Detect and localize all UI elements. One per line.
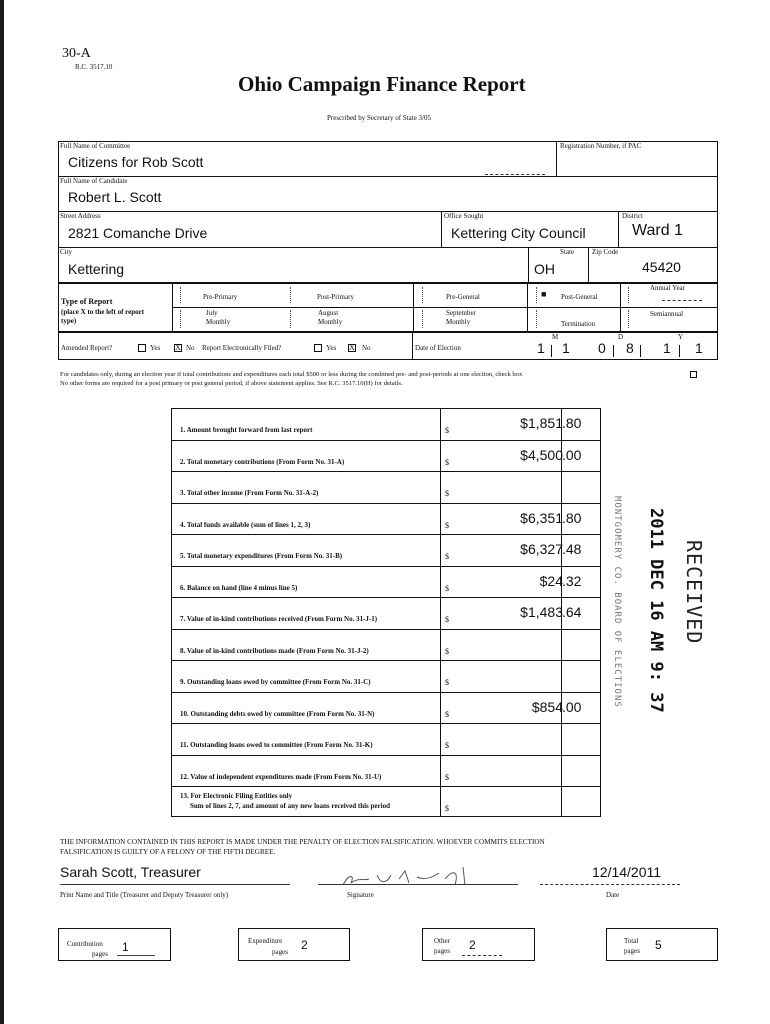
small-filer-checkbox[interactable] — [690, 371, 697, 378]
election-day-1: 0 — [598, 340, 606, 356]
election-month-1: 1 — [537, 340, 545, 356]
contribution-pages-value: 1 — [122, 940, 129, 954]
form-statute: R.C. 3517.10 — [75, 63, 113, 71]
treasurer-name: Sarah Scott, Treasurer — [60, 864, 201, 880]
expenditure-pages-label-2: pages — [272, 948, 288, 956]
day-label: D — [618, 333, 624, 341]
office-sought: Kettering City Council — [451, 225, 586, 241]
summary-row-amount: $1,483 — [520, 604, 563, 620]
electronic-label: Report Electronically Filed? — [202, 344, 282, 352]
report-type-label-3: type) — [61, 317, 77, 325]
election-month-2: 1 — [562, 340, 570, 356]
summary-row-dollar-sign: $ — [445, 520, 449, 530]
state-label: State — [560, 248, 574, 256]
summary-row-label-2: Sum of lines 2, 7, and amount of any new loans received this period — [190, 802, 390, 810]
expenditure-pages-label-1: Expenditure — [248, 937, 283, 945]
district: Ward 1 — [632, 222, 683, 239]
street-label: Street Address — [60, 212, 101, 220]
electronic-no-check: X — [349, 343, 355, 352]
prescribed-by: Prescribed by Secretary of State 3/05 — [327, 114, 431, 122]
july-monthly-label-2: Monthly — [206, 318, 231, 326]
summary-row-amount: $854 — [531, 698, 563, 715]
election-year-2: 1 — [695, 340, 703, 356]
august-monthly-label-2: Monthly — [318, 318, 343, 326]
summary-row-label: 6. Balance on hand (line 4 minus line 5) — [180, 583, 298, 592]
date-label: Date — [606, 891, 620, 899]
summary-row-cents: .80 — [562, 509, 582, 526]
annual-year-label: Annual Year — [650, 284, 685, 292]
summary-row-label: 1. Amount brought forward from last report — [180, 426, 313, 434]
contribution-pages-label-2: pages — [92, 950, 108, 958]
summary-row-label: 9. Outstanding loans owed by committee (From Form No. 31-C) — [180, 678, 371, 686]
page-title: Ohio Campaign Finance Report — [238, 72, 526, 96]
summary-row-dollar-sign: $ — [445, 426, 449, 435]
candidate-name: Robert L. Scott — [68, 189, 162, 205]
election-day-2: 8 — [626, 340, 634, 356]
other-pages-label-1: Other — [434, 937, 450, 945]
report-type-label-2: (place X to the left of report — [61, 308, 145, 316]
summary-row-amount: $6,351 — [520, 509, 563, 526]
post-general-label: Post-General — [561, 293, 598, 301]
committee-name: Citizens for Rob Scott — [68, 154, 204, 170]
summary-row-cents: .48 — [562, 541, 582, 557]
amended-yes-label: Yes — [150, 344, 161, 352]
summary-row-cents: .80 — [562, 415, 582, 431]
total-pages-label-2: pages — [624, 947, 640, 955]
received-stamp-office: MONTGOMERY CO. BOARD OF ELECTIONS — [612, 496, 622, 708]
summary-row-amount: $1,851 — [520, 415, 563, 431]
small-filer-note-2: No other forms are required for a post primary or post general period, if above statement applies. See R.C. 3517.10(H) for details. — [60, 380, 403, 387]
signature-label: Signature — [347, 891, 374, 899]
electronic-yes-label: Yes — [326, 344, 337, 352]
summary-row-amount: $6,327 — [520, 541, 563, 557]
summary-row-label: 5. Total monetary expenditures (From Form No. 31-B) — [180, 552, 343, 560]
electronic-yes-checkbox[interactable] — [314, 344, 322, 352]
summary-row-dollar-sign: $ — [445, 615, 449, 624]
signature-image — [335, 855, 485, 895]
post-primary-label: Post-Primary — [317, 293, 354, 301]
summary-row-dollar-sign: $ — [445, 741, 449, 750]
form-number: 30-A — [62, 46, 91, 61]
other-pages-label-2: pages — [434, 947, 450, 955]
summary-row-dollar-sign: $ — [445, 678, 449, 687]
summary-row-cents: .64 — [562, 604, 582, 620]
september-monthly-label-2: Monthly — [446, 318, 471, 326]
summary-row-label: 8. Value of in-kind contributions made (From Form No. 31-J-2) — [180, 646, 369, 655]
election-year-1: 1 — [663, 340, 671, 356]
post-general-mark: ■ — [541, 289, 547, 299]
summary-row-label: 3. Total other income (From Form No. 31-A-2) — [180, 489, 319, 497]
city-label: City — [60, 248, 73, 256]
september-monthly-label-1: September — [446, 309, 476, 317]
zip-code: 45420 — [642, 259, 681, 275]
month-label: M — [552, 333, 559, 341]
summary-row-dollar-sign: $ — [445, 772, 449, 782]
certification-line-1: THE INFORMATION CONTAINED IN THIS REPORT IS MADE UNDER THE PENALTY OF ELECTION FALSIFICATION. WHOEVER COMMITS ELECTION — [60, 838, 545, 846]
print-name-label: Print Name and Title (Treasurer and Deputy Treasurer only) — [60, 891, 229, 899]
total-pages-value: 5 — [655, 938, 662, 952]
pre-primary-label: Pre-Primary — [203, 293, 238, 301]
report-type-label-1: Type of Report — [61, 297, 113, 306]
zip-label: Zip Code — [592, 248, 619, 256]
summary-row-label: 12. Value of independent expenditures made (From Form No. 31-U) — [180, 772, 382, 781]
committee-label: Full Name of Committee — [60, 142, 131, 150]
summary-row-amount: $4,500 — [520, 446, 563, 463]
summary-row-label: 11. Outstanding loans owed to committee (From Form No. 31-K) — [180, 741, 373, 749]
summary-row-dollar-sign: $ — [445, 646, 449, 656]
termination-label: Termination — [561, 320, 596, 328]
summary-row-dollar-sign: $ — [445, 583, 449, 593]
summary-row-label: 13. For Electronic Filing Entities only — [180, 792, 293, 800]
summary-row-cents: .32 — [562, 572, 582, 589]
summary-row-dollar-sign: $ — [445, 457, 449, 467]
summary-row-label: 2. Total monetary contributions (From Form No. 31-A) — [180, 457, 345, 466]
signature-date: 12/14/2011 — [592, 864, 662, 880]
registration-label: Registration Number, if PAC — [560, 142, 642, 150]
pre-general-label: Pre-General — [446, 293, 480, 301]
street-address: 2821 Comanche Drive — [68, 225, 208, 241]
total-pages-label-1: Total — [624, 937, 639, 945]
amended-label: Amended Report? — [61, 344, 113, 352]
scan-edge — [0, 0, 4, 1024]
semiannual-label: Semiannual — [650, 310, 684, 318]
summary-row-amount: $24 — [539, 572, 563, 589]
summary-row-label: 7. Value of in-kind contributions received (From Form No. 31-J-1) — [180, 615, 378, 623]
summary-row-dollar-sign: $ — [445, 489, 449, 498]
state: OH — [534, 261, 555, 277]
candidate-label: Full Name of Candidate — [60, 177, 128, 185]
summary-row-label: 10. Outstanding debts owed by committee (From Form No. 31-N) — [180, 709, 375, 718]
city: Kettering — [68, 261, 125, 277]
received-stamp-date: 2011 DEC 16 AM 9: 37 — [646, 508, 666, 713]
contribution-pages-label-1: Contribution — [67, 940, 103, 948]
small-filer-note: For candidates only, during an election year if total contributions and expenditures each total $500 or less during the combined pre- and post-periods at one election, check box — [60, 371, 523, 378]
summary-row-dollar-sign: $ — [445, 709, 449, 719]
expenditure-pages-value: 2 — [301, 938, 308, 952]
district-label: District — [622, 212, 643, 220]
election-date-label: Date of Election — [415, 344, 461, 352]
summary-row-dollar-sign: $ — [445, 552, 449, 561]
summary-row-cents: .00 — [562, 446, 582, 463]
electronic-no-label: No — [362, 344, 371, 352]
received-stamp-text: RECEIVED — [682, 540, 706, 645]
certification-line-2: FALSIFICATION IS GUILTY OF A FELONY OF THE FIFTH DEGREE. — [60, 848, 276, 856]
office-label: Office Sought — [444, 212, 484, 220]
year-label: Y — [678, 333, 684, 341]
amended-no-label: No — [186, 344, 195, 352]
summary-row-cents: .00 — [562, 698, 582, 715]
summary-row-label: 4. Total funds available (sum of lines 1, 2, 3) — [180, 520, 311, 529]
amended-yes-checkbox[interactable] — [138, 344, 146, 352]
august-monthly-label-1: August — [318, 309, 339, 317]
july-monthly-label-1: July — [206, 309, 218, 317]
amended-no-check: X — [175, 343, 181, 352]
total-pages-box — [606, 928, 718, 961]
other-pages-value: 2 — [469, 938, 476, 952]
summary-row-dollar-sign: $ — [445, 804, 449, 813]
